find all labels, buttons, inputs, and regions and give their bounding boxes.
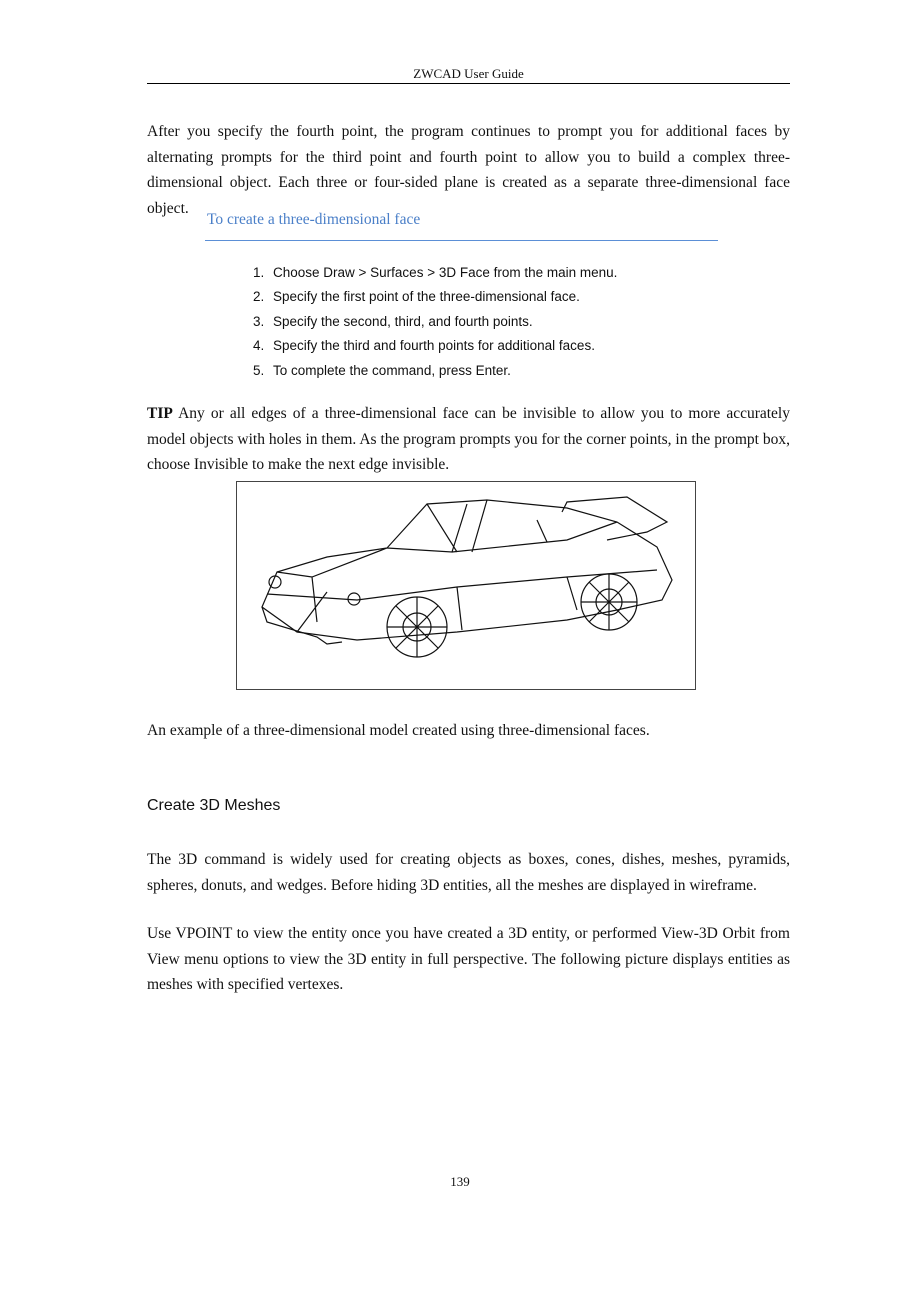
page-header: ZWCAD User Guide — [413, 66, 524, 81]
tip-label: TIP — [147, 405, 173, 422]
section-heading: Create 3D Meshes — [147, 797, 281, 814]
step-item — [253, 310, 617, 334]
step-item — [253, 285, 617, 309]
intro-paragraph: After you specify the fourth point, the program continues to prompt you for additional faces by alternating prompts for the third point and fourth point to allow you to build a complex three-dimensional object. Each three or four-sided plane is created as a separate three-dimensional face object. — [147, 123, 790, 217]
procedure-heading: To create a three-dimensional face — [207, 211, 421, 228]
procedure-steps — [253, 261, 617, 383]
step-text: Specify the first point of the three-dimensional face. — [273, 289, 580, 305]
car-wireframe-figure — [236, 481, 696, 690]
step-text: To complete the command, press Enter. — [273, 362, 511, 378]
section-paragraph-2: Use VPOINT to view the entity once you have created a 3D entity, or performed View-3D Orbit from View menu options to view the 3D entity in full perspective. The following picture displays entities as meshes with specified vertexes. — [147, 925, 790, 993]
tip-text: Any or all edges of a three-dimensional face can be invisible to allow you to more accurately model objects with holes in them. As the program prompts you for the corner points, in the prompt box, choose Invisible to make the next edge invisible. — [147, 405, 790, 473]
step-number: 1. — [253, 265, 265, 280]
step-number: 5. — [253, 362, 265, 378]
page-number: 139 — [450, 1174, 470, 1189]
procedure-rule — [205, 240, 718, 241]
figure-caption: An example of a three-dimensional model created using three-dimensional faces. — [147, 722, 650, 739]
car-wireframe-image — [237, 482, 695, 689]
header-rule — [147, 83, 790, 84]
section-paragraph-1: The 3D command is widely used for creating objects as boxes, cones, dishes, meshes, pyramids, spheres, donuts, and wedges. Before hiding 3D entities, all the meshes are displayed in wireframe. — [147, 851, 790, 894]
step-item — [253, 359, 617, 383]
step-text: Choose Draw > Surfaces > 3D Face from the main menu. — [273, 265, 618, 280]
step-item — [253, 334, 617, 358]
step-text: Specify the third and fourth points for additional faces. — [273, 338, 595, 354]
tip-paragraph — [147, 401, 790, 478]
step-number: 4. — [253, 338, 265, 354]
step-number: 3. — [253, 313, 265, 329]
step-item — [253, 261, 617, 285]
step-number: 2. — [253, 289, 265, 305]
step-text: Specify the second, third, and fourth points. — [273, 313, 533, 329]
